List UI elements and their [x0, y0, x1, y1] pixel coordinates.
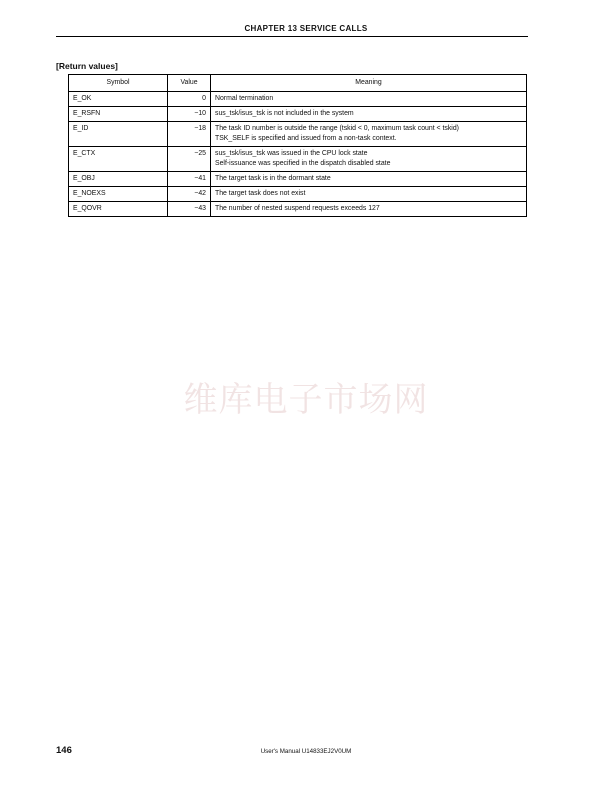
meaning-cell — [211, 202, 527, 217]
symbol-cell: E_RSFN — [69, 107, 168, 122]
value-cell: −25 — [168, 147, 211, 172]
watermark: 维库电子市场网 — [183, 380, 429, 420]
meaning-cell — [211, 172, 527, 187]
table-row — [69, 122, 527, 147]
value-cell: −42 — [168, 187, 211, 202]
table-row — [69, 107, 527, 122]
value-cell: −41 — [168, 172, 211, 187]
symbol-cell: E_OBJ — [69, 172, 168, 187]
column-header-meaning: Meaning — [211, 75, 527, 92]
value-cell: −10 — [168, 107, 211, 122]
column-header-value: Value — [168, 75, 211, 92]
table-row — [69, 147, 527, 172]
meaning-cell — [211, 92, 527, 107]
symbol-cell: E_ID — [69, 122, 168, 147]
section-heading: [Return values] — [56, 61, 118, 71]
meaning-line: Normal termination — [215, 95, 274, 102]
meaning-line: The target task is in the dormant state — [215, 175, 331, 182]
meaning-line: Self-issuance was specified in the dispatch disabled state — [215, 160, 391, 167]
meaning-line: The target task does not exist — [215, 190, 306, 197]
table-row — [69, 92, 527, 107]
meaning-cell — [211, 122, 527, 147]
header-rule — [56, 36, 528, 37]
meaning-line: sus_tsk/isus_tsk was issued in the CPU lock state — [215, 150, 368, 157]
table-row — [69, 172, 527, 187]
meaning-cell — [211, 147, 527, 172]
meaning-line: TSK_SELF is specified and issued from a non-task context. — [215, 135, 397, 142]
manual-footer: User's Manual U14833EJ2V0UM — [260, 748, 352, 755]
table-header-row — [69, 75, 527, 92]
table-row — [69, 202, 527, 217]
chapter-title: CHAPTER 13 SERVICE CALLS — [244, 24, 368, 33]
table-row — [69, 187, 527, 202]
value-cell: −43 — [168, 202, 211, 217]
column-header-symbol: Symbol — [69, 75, 168, 92]
symbol-cell: E_NOEXS — [69, 187, 168, 202]
page-number: 146 — [56, 745, 72, 756]
meaning-cell — [211, 107, 527, 122]
meaning-line: sus_tsk/isus_tsk is not included in the system — [215, 110, 354, 117]
meaning-line: The task ID number is outside the range (tskid < 0, maximum task count < tskid) — [215, 125, 459, 132]
symbol-cell: E_CTX — [69, 147, 168, 172]
return-values-table — [68, 74, 527, 217]
value-cell: −18 — [168, 122, 211, 147]
value-cell: 0 — [168, 92, 211, 107]
meaning-cell — [211, 187, 527, 202]
meaning-line: The number of nested suspend requests exceeds 127 — [215, 205, 380, 212]
symbol-cell: E_OK — [69, 92, 168, 107]
symbol-cell: E_QOVR — [69, 202, 168, 217]
